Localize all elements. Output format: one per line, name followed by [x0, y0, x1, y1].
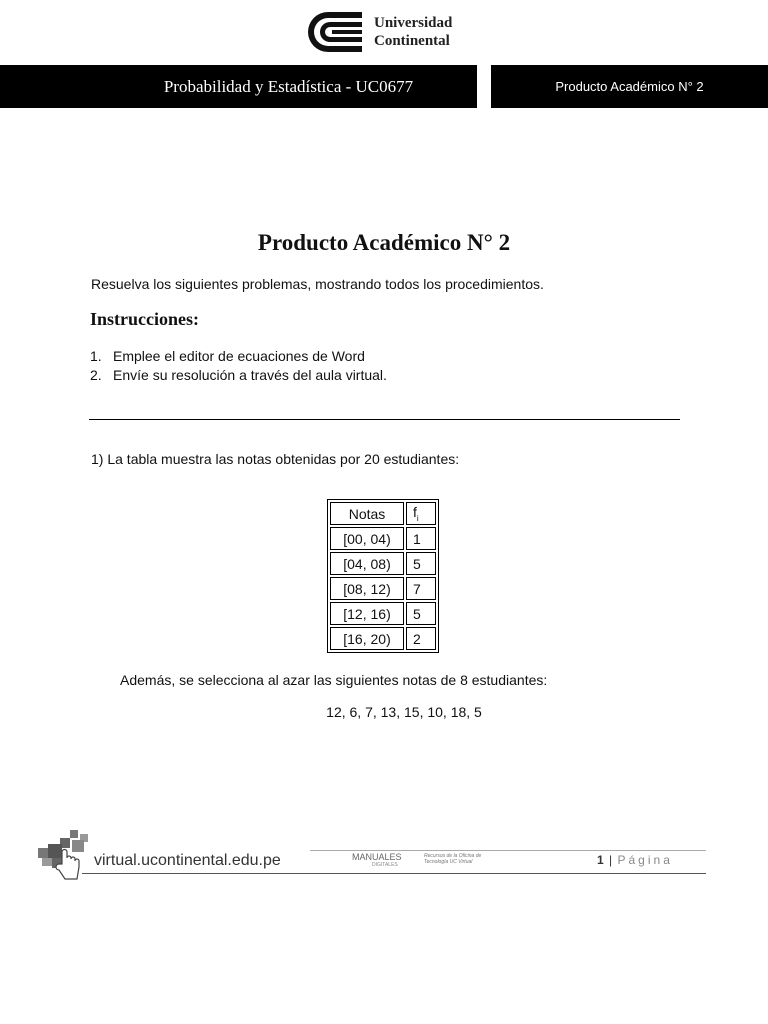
table-cell-frequency: 1 — [406, 527, 436, 550]
instructions-list — [90, 347, 387, 385]
table-row — [330, 577, 436, 600]
university-logo — [306, 10, 452, 54]
digitales-label: DIGITALES — [372, 862, 398, 868]
table-cell-frequency: 5 — [406, 602, 436, 625]
frequency-table — [327, 499, 439, 653]
course-title: Probabilidad y Estadística - UC0677 — [163, 76, 414, 96]
page-word: Página — [617, 853, 673, 867]
column-header-sub: i — [416, 513, 419, 523]
list-item-text: Envíe su resolución a través del aula virtual. — [113, 367, 387, 383]
list-item — [90, 366, 387, 385]
table-cell-interval: [12, 16) — [330, 602, 404, 625]
column-header-fi — [406, 502, 436, 525]
footer-url: virtual.ucontinental.edu.pe — [94, 852, 281, 869]
table-row — [330, 602, 436, 625]
column-header-notas: Notas — [330, 502, 404, 525]
manuales-label: MANUALES — [352, 852, 402, 862]
product-header-title: Producto Académico N° 2 — [555, 79, 704, 94]
table-cell-interval: [08, 12) — [330, 577, 404, 600]
sample-intro-text: Además, se selecciona al azar las siguientes notas de 8 estudiantes: — [120, 672, 548, 688]
page-separator: | — [609, 853, 614, 867]
list-item-text: Emplee el editor de ecuaciones de Word — [113, 348, 365, 364]
table-cell-frequency: 5 — [406, 552, 436, 575]
product-header-bar — [491, 65, 768, 108]
page-title: Producto Académico N° 2 — [257, 230, 511, 255]
table-cell-interval: [16, 20) — [330, 627, 404, 650]
table-cell-interval: [04, 08) — [330, 552, 404, 575]
page-number — [597, 853, 673, 867]
list-item — [90, 347, 387, 366]
list-item-number: 1. — [90, 348, 102, 364]
list-item-number: 2. — [90, 367, 102, 383]
table-cell-interval: [00, 04) — [330, 527, 404, 550]
table-header-row — [330, 502, 436, 525]
logo-line-1: Universidad — [374, 15, 453, 31]
manuales-digitales-logo — [352, 852, 402, 868]
logo-line-2: Continental — [374, 33, 450, 49]
table-cell-frequency: 7 — [406, 577, 436, 600]
problem-1-statement: 1) La tabla muestra las notas obtenidas por 20 estudiantes: — [91, 451, 460, 467]
table-row — [330, 527, 436, 550]
instructions-heading: Instrucciones: — [90, 309, 199, 329]
table-row — [330, 552, 436, 575]
page-number-value: 1 — [597, 853, 605, 867]
recursos-text: Recursos de la Oficina de Tecnología UC Virtual — [424, 853, 482, 865]
column-header-f: f — [413, 504, 417, 521]
sample-values: 12, 6, 7, 13, 15, 10, 18, 5 — [326, 704, 482, 720]
course-header-bar — [0, 65, 477, 108]
intro-text: Resuelva los siguientes problemas, mostrando todos los procedimientos. — [91, 276, 544, 292]
table-row — [330, 627, 436, 650]
footer-line — [82, 873, 706, 874]
continental-logo-icon — [306, 10, 364, 54]
table-cell-frequency: 2 — [406, 627, 436, 650]
footer-top-line — [310, 850, 706, 851]
section-divider — [89, 419, 680, 420]
